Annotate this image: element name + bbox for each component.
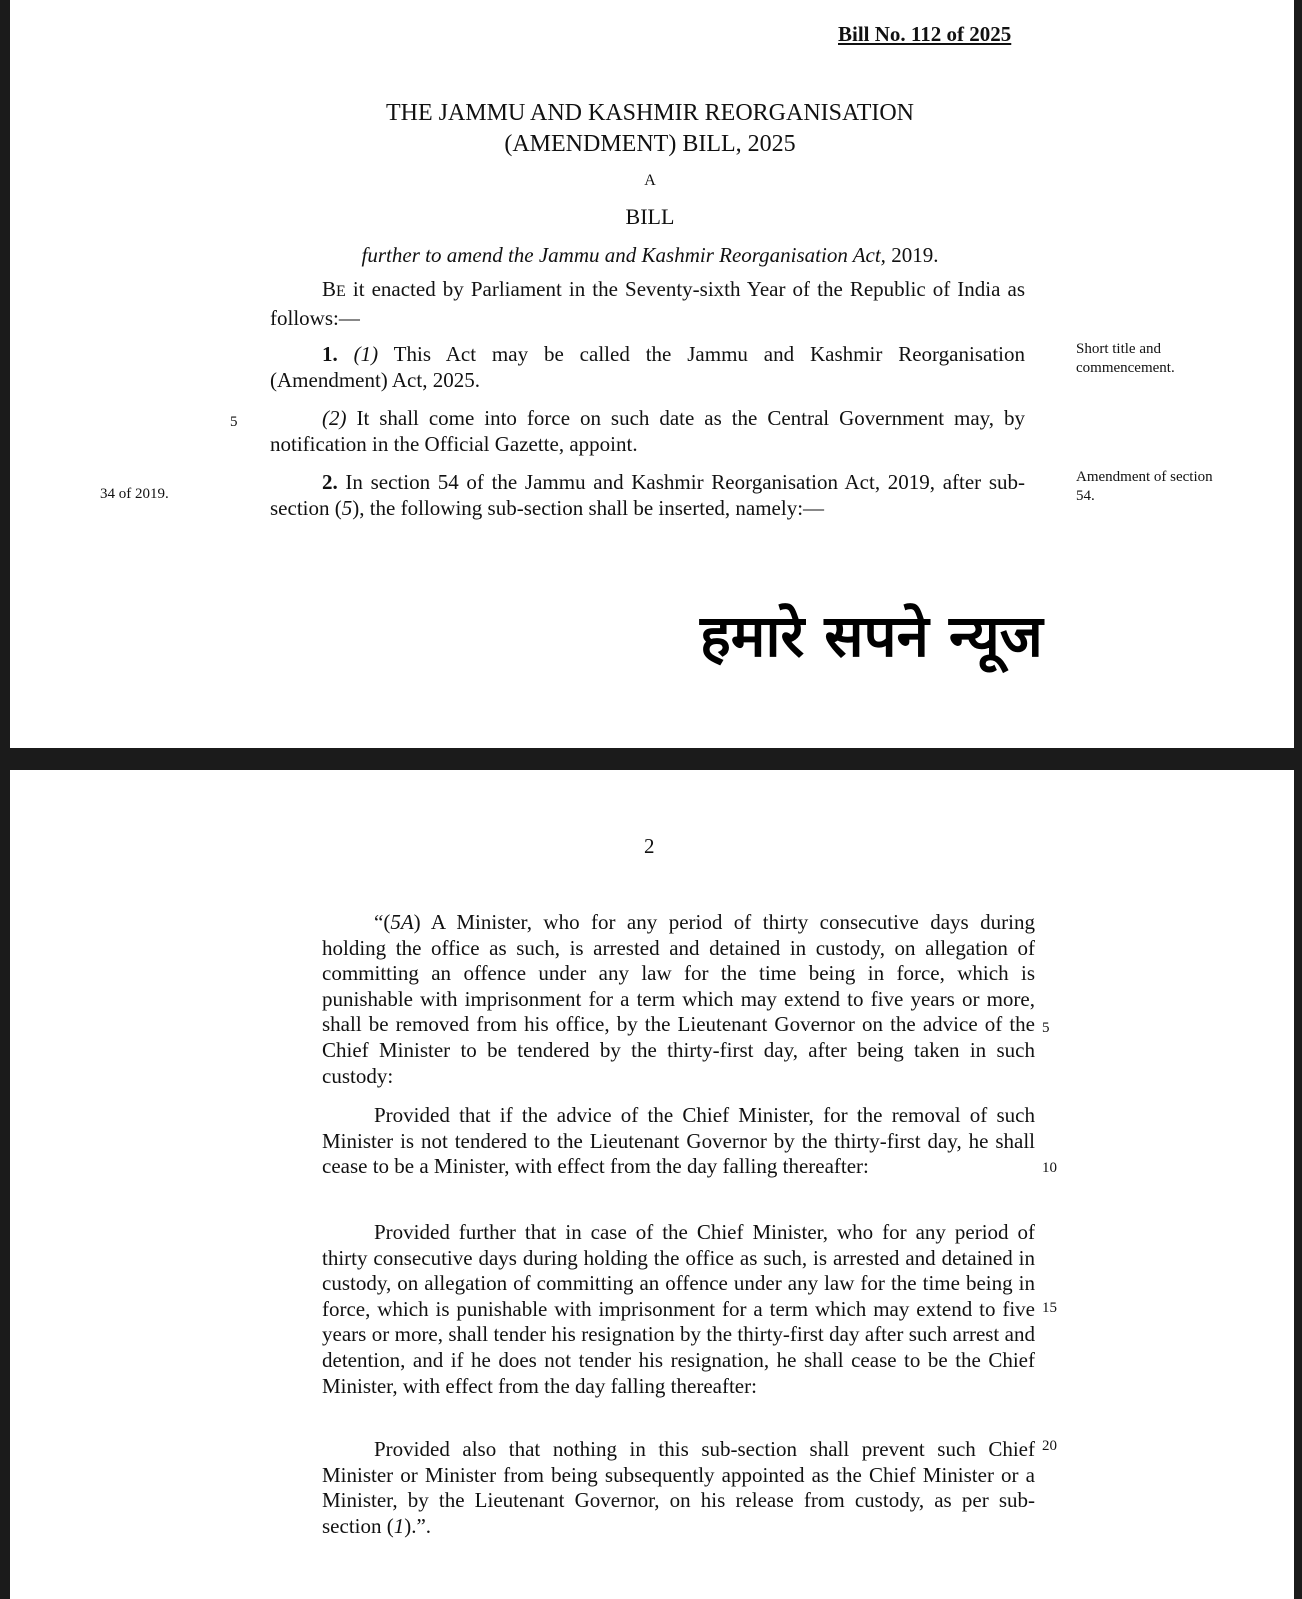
section-2-number: 2. — [322, 470, 338, 494]
subsection-5a — [322, 910, 1035, 1089]
bill-page-2 — [10, 770, 1294, 1599]
quote-open: “( — [374, 910, 391, 934]
section-2-sub: 5 — [341, 496, 353, 520]
section-1-2 — [270, 405, 1025, 457]
proviso-3-text-a: Provided also that nothing in this sub-section shall prevent such Chief Minister or Minister from being subsequently appointed as the Chief Minister or a Minister, by the Lieutenant Governor, on his release from custody, as per sub-section ( — [322, 1437, 1035, 1538]
section-1-1 — [270, 341, 1025, 393]
bill-page-1 — [10, 0, 1294, 748]
bill-heading: BILL — [625, 204, 675, 229]
section-1-2-text: It shall come into force on such date as the Central Government may, by notification in the Official Gazette, appoint. — [270, 406, 1025, 456]
section-2-text-a: In section 54 of the Jammu and Kashmir Reorganisation Act, 2019, after sub-section ( — [270, 470, 1025, 520]
line-number-10: 10 — [1042, 1160, 1057, 1176]
section-1-1-text: This Act may be called the Jammu and Kashmir Reorganisation (Amendment) Act, 2025. — [270, 342, 1025, 392]
proviso-2-text: Provided further that in case of the Chief Minister, who for any period of thirty consecutive days during holding the office as such, is arrested and detained in custody, on allegation of committing an offence under any law for the time being in force, which is punishable with imprisonment for a term which may extend to five years or more, shall tender his resignation by the thirty-first day after such arrest and detention, and if he does not tender his resignation, he shall cease to be the Chief Minister, with effect from the day falling thereafter: — [322, 1220, 1035, 1398]
section-2 — [270, 469, 1025, 521]
long-title-year: 2019. — [885, 243, 939, 267]
bill-number: Bill No. 112 of 2025 — [838, 22, 1012, 46]
left-margin-act-reference: 34 of 2019. — [100, 486, 169, 502]
enacting-formula — [270, 276, 1025, 331]
subsection-5a-body: ) A Minister, who for any period of thirty consecutive days during holding the office as such, is arrested and detained in custody, on allegation of committing an offence under any law for the time being in force, which is punishable with imprisonment for a term which may extend to five years or more, shall be removed from his office, by the Lieutenant Governor on the advice of the Chief Minister to be tendered by the thirty-first day, after being taken in such custody: — [322, 910, 1035, 1088]
line-number-5: 5 — [230, 414, 238, 430]
section-1-sub-1: (1) — [353, 342, 379, 366]
bill-title-line-1: THE JAMMU AND KASHMIR REORGANISATION — [385, 100, 915, 126]
section-1-sub-2: (2) — [322, 406, 347, 430]
bill-title — [260, 98, 1040, 160]
subsection-5a-text — [322, 910, 1035, 1089]
proviso-2 — [322, 1220, 1035, 1399]
proviso-3-text — [322, 1437, 1035, 1539]
line-number-5: 5 — [1042, 1020, 1050, 1036]
enacting-small-caps: E — [336, 283, 346, 300]
line-number-20: 20 — [1042, 1438, 1057, 1454]
enacting-first-letter: B — [322, 277, 337, 301]
margin-note-amendment: Amendment of section 54. — [1076, 469, 1213, 504]
proviso-1-text: Provided that if the advice of the Chief Minister, for the removal of such Minister is not tendered to the Lieutenant Governor by the thirty-first day, he shall cease to be a Minister, with effect from the day falling thereafter: — [322, 1103, 1035, 1179]
section-2-text-b: ), the following sub-section shall be inserted, namely:— — [352, 496, 825, 520]
proviso-3-text-b: ).”. — [404, 1513, 432, 1538]
news-watermark: हमारे सपने न्यूज — [700, 602, 1043, 670]
long-title-text: further to amend the Jammu and Kashmir Reorganisation Act, — [361, 243, 886, 267]
page-number: 2 — [644, 834, 655, 858]
article-a: A — [644, 172, 656, 189]
enacting-text: it enacted by Parliament in the Seventy-sixth Year of the Republic of India as follows:— — [270, 277, 1025, 330]
line-number-15: 15 — [1042, 1300, 1057, 1316]
bill-title-line-2: (AMENDMENT) BILL, 2025 — [504, 131, 796, 157]
subsection-5a-label: 5A — [390, 910, 414, 934]
margin-note-short-title: Short title and commencement. — [1076, 341, 1175, 376]
section-1-number: 1. — [322, 342, 338, 366]
proviso-1 — [322, 1103, 1035, 1180]
proviso-3 — [322, 1437, 1035, 1539]
long-title — [260, 243, 1040, 268]
proviso-3-sub: 1 — [393, 1513, 405, 1538]
